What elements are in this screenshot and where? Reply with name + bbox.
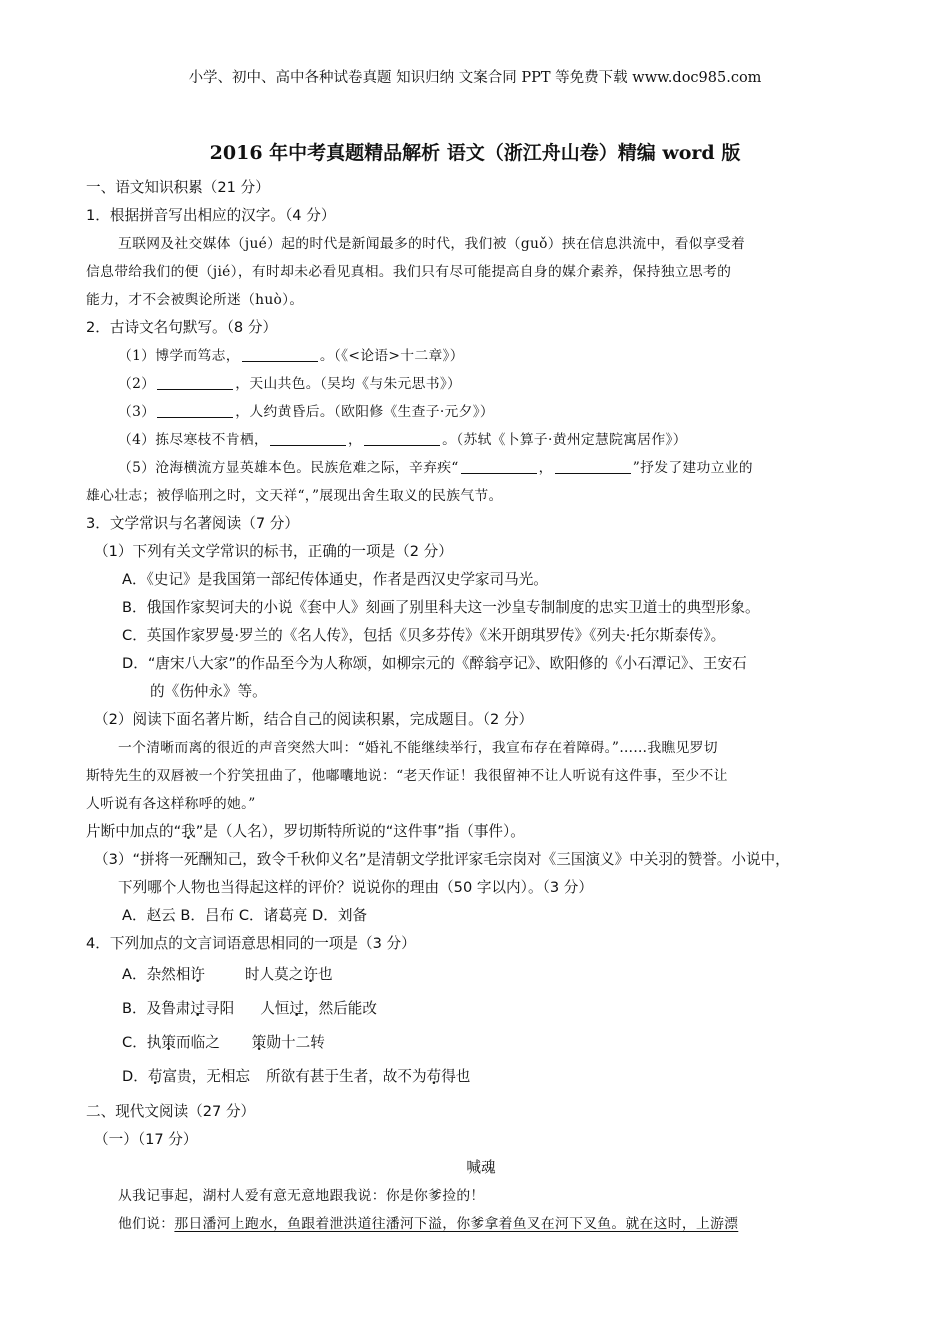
dotted-word: 许 (190, 966, 205, 983)
poem-text: （5）沧海横流方显英雄本色。民族危难之际，辛弃疾“ (118, 460, 459, 476)
dotted-word: 策 (251, 1034, 267, 1051)
sub-question-continued: 下列哪个人物也当得起这样的评价？说说你的理由（50 字以内）。（3 分） (118, 879, 593, 896)
paragraph-line: 信息带给我们的便（jié），有时却未必看见真相。我们只有尽可能提高自身的媒介素养，保持独立思考的 (86, 264, 732, 280)
exam-body (86, 174, 876, 1238)
prompt-text: ”指（事件）。 (437, 823, 525, 840)
question-heading: 2．古诗文名句默写。（8 分） (86, 319, 278, 336)
poem-text: （2） (118, 376, 156, 392)
section-heading: 二、现代文阅读（27 分） (86, 1103, 256, 1120)
paragraph-line: 从我记事起，湖村人爱有意无意地跟我说：你是你爹捡的！ (118, 1188, 485, 1204)
option-text: 得也 (441, 1068, 471, 1085)
page-title: 2016 年中考真题精品解析 语文（浙江舟山卷）精编 word 版 (209, 142, 741, 164)
option-b[interactable] (86, 992, 876, 1026)
site-banner: 小学、初中、高中各种试卷真题 知识归纳 文案合同 PPT 等免费下载 www.doc985.com (188, 70, 762, 86)
option-d[interactable]: D．“唐宋八大家”的作品至今为人称颂，如柳宗元的《醉翁亭记》、欧阳修的《小石潭记》、王安石 (122, 655, 747, 672)
dotted-word: 策 (161, 1034, 176, 1051)
option-text: 所欲有甚于生者，故不为 (266, 1068, 427, 1085)
poem-text: （4）拣尽寒枝不肯栖， (118, 432, 269, 448)
answer-blank[interactable] (461, 457, 537, 474)
option-text: C．执 (122, 1034, 162, 1051)
prompt-text: 片断中加点的“ (86, 823, 182, 840)
prompt-text: 这件事 (393, 823, 438, 840)
paragraph-line (86, 1210, 876, 1238)
sub-question: （1）下列有关文学常识的标书，正确的一项是（2 分） (94, 543, 453, 560)
poem-text: ，天山共色。（吴均《与朱元思书》） (235, 376, 462, 392)
option-b[interactable]: B．俄国作家契诃夫的小说《套中人》刻画了别里科夫这一沙皇专制制度的忠实卫道士的典型形象。 (122, 599, 760, 616)
essay-title: 喊魂 (466, 1159, 496, 1176)
dotted-word: 过 (190, 1000, 205, 1017)
poem-item (86, 454, 876, 482)
poem-text: （1）博学而笃志， (118, 348, 240, 364)
poem-text: ”抒发了建功立业的 (632, 460, 753, 476)
dotted-word: 许 (303, 966, 318, 983)
option-text: B．及鲁肃 (122, 1000, 191, 1017)
dotted-word: 苟 (426, 1068, 442, 1085)
option-a[interactable] (86, 958, 876, 992)
option-text: D． (122, 1068, 148, 1085)
excerpt-line: 人听说有各这样称呼的她。” (86, 796, 256, 812)
poem-text: 。（《<论语>十二章》） (319, 348, 464, 364)
sub-section-heading: （一）（17 分） (94, 1131, 198, 1148)
poem-text: ，人约黄昏后。（欧阳修《生查子·元夕》） (235, 404, 495, 420)
answer-blank[interactable] (157, 373, 233, 390)
answer-blank[interactable] (364, 429, 440, 446)
prompt-text: ”是（人名），罗切斯特所说的“ (195, 823, 394, 840)
option-d[interactable] (86, 1060, 876, 1094)
answer-blank[interactable] (242, 345, 318, 362)
poem-text: ， (538, 460, 553, 476)
options-row[interactable]: A．赵云 B．吕布 C．诸葛亮 D．刘备 (122, 907, 368, 924)
paragraph-line: 能力，才不会被舆论所迷（huò）。 (86, 292, 304, 308)
answer-blank[interactable] (555, 457, 631, 474)
question-heading: 3．文学常识与名著阅读（7 分） (86, 515, 299, 532)
section-heading: 一、语文知识积累（21 分） (86, 179, 270, 196)
option-text: 而临之 (176, 1034, 220, 1051)
underlined-text: 那日潘河上跑水，鱼跟着泄洪道往潘河下溢，你爹拿着鱼叉在河下叉鱼。就在这时，上游漂 (174, 1216, 739, 1232)
dotted-word: 过 (289, 1000, 305, 1017)
option-text: 人恒 (260, 1000, 290, 1017)
question-heading: 4．下列加点的文言词语意思相同的一项是（3 分） (86, 935, 416, 952)
question-prompt (86, 818, 876, 846)
question-heading: 1．根据拼音写出相应的汉字。（4 分） (86, 207, 336, 224)
poem-item (86, 370, 876, 398)
option-d-continued: 的《伤仲永》等。 (150, 683, 267, 700)
poem-item (86, 426, 876, 454)
poem-item (86, 398, 876, 426)
paragraph-line: 雄心壮志；被俘临刑之时，文天祥“，”展现出舍生取义的民族气节。 (86, 488, 503, 504)
paragraph-text: 他们说： (118, 1216, 175, 1232)
option-c[interactable]: C．英国作家罗曼·罗兰的《名人传》，包括《贝多芬传》《米开朗琪罗传》《列夫·托尔斯泰传》。 (122, 627, 726, 644)
option-text: ，然后能改 (304, 1000, 377, 1017)
poem-text: 。（苏轼《卜算子·黄州定慧院寓居作》） (442, 432, 687, 448)
answer-blank[interactable] (270, 429, 346, 446)
option-text: 寻阳 (205, 1000, 235, 1017)
option-text: A．杂然相 (122, 966, 191, 983)
option-text: 也 (317, 966, 333, 983)
poem-text: （3） (118, 404, 156, 420)
excerpt-line: 斯特先生的双唇被一个狞笑扭曲了，他嘟囔地说：“老天作证！我很留神不让人听说有这件事，至少不让 (86, 768, 728, 784)
paragraph-line: 互联网及社交媒体（jué）起的时代是新闻最多的时代，我们被（guǒ）挟在信息洪流中，看似享受着 (118, 236, 746, 252)
dotted-word: 苟 (147, 1068, 163, 1085)
poem-text: ， (348, 432, 363, 448)
sub-question: （2）阅读下面名著片断，结合自己的阅读积累，完成题目。（2 分） (94, 711, 534, 728)
poem-item (86, 342, 876, 370)
option-text: 时人莫之 (244, 966, 304, 983)
dotted-word: 我 (181, 823, 196, 840)
sub-question: （3）“拼将一死酬知己，致令千秋仰义名”是清朝文学批评家毛宗岗对《三国演义》中关羽的赞誉。小说中， (94, 851, 790, 868)
excerpt-line: 一个清晰而离的很近的声音突然大叫：“婚礼不能继续举行，我宣布存在着障碍。”……我瞧见罗切 (118, 740, 718, 756)
option-c[interactable] (86, 1026, 876, 1060)
option-a[interactable]: A．《史记》是我国第一部纪传体通史，作者是西汉史学家司马光。 (122, 571, 548, 588)
option-text: 勋十二转 (266, 1034, 325, 1051)
option-text: 富贵，无相忘 (162, 1068, 251, 1085)
answer-blank[interactable] (157, 401, 233, 418)
